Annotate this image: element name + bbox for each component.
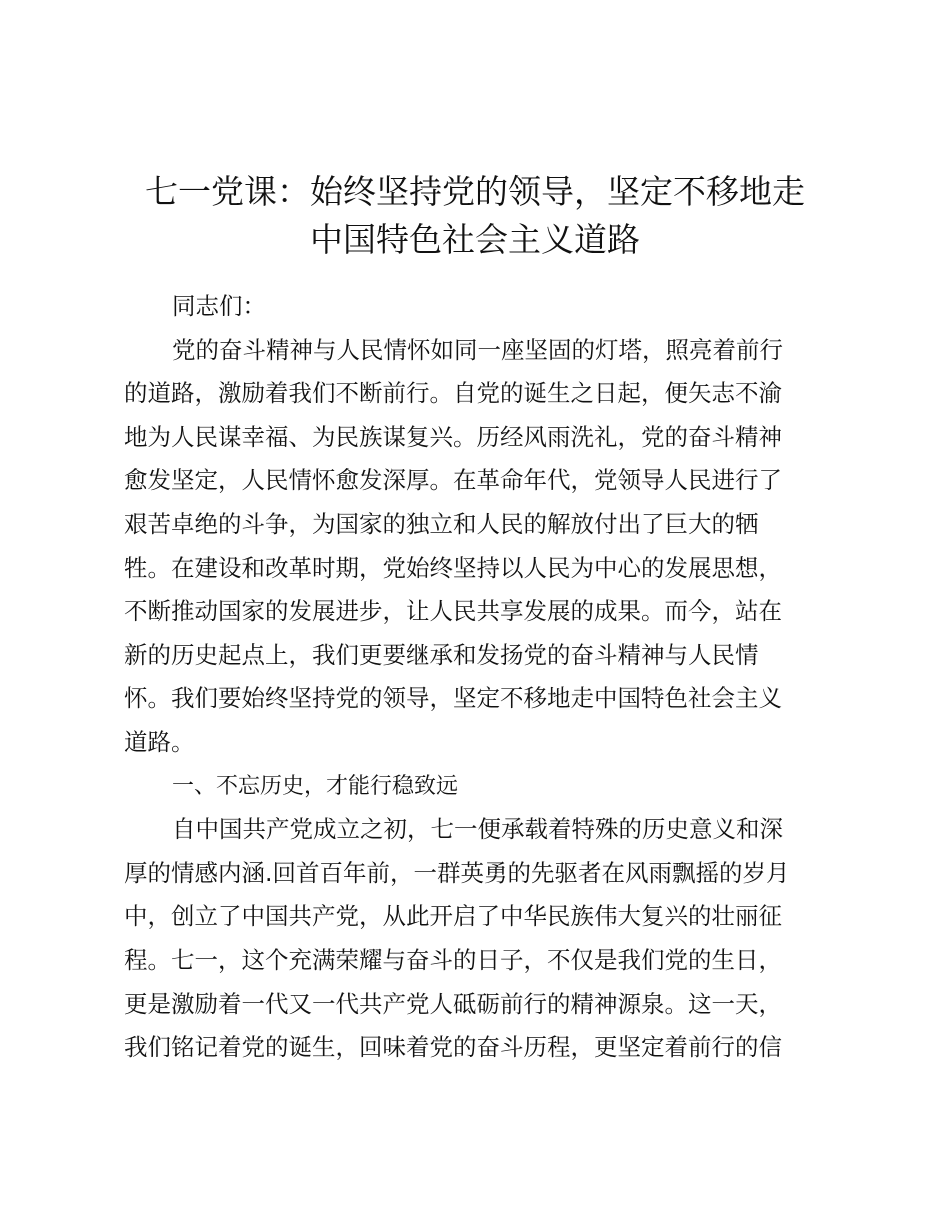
paragraph-line: 艰苦卓绝的斗争，为国家的独立和人民的解放付出了巨大的牺 bbox=[124, 509, 759, 538]
title-line: 七一党课：始终坚持党的领导，坚定不移地走 bbox=[145, 172, 805, 211]
paragraph-line: 更是激励着一代又一代共产党人砥砺前行的精神源泉。这一天， bbox=[124, 989, 782, 1018]
paragraph-line: 党的奋斗精神与人民情怀如同一座坚固的灯塔，照亮着前行 bbox=[172, 335, 783, 364]
paragraph-line: 怀。我们要始终坚持党的领导，坚定不移地走中国特色社会主义 bbox=[124, 684, 782, 713]
title-line: 中国特色社会主义道路 bbox=[310, 220, 640, 259]
paragraph-line: 新的历史起点上，我们更要继承和发扬党的奋斗精神与人民情 bbox=[124, 640, 759, 669]
paragraph-line: 程。七一，这个充满荣耀与奋斗的日子，不仅是我们党的生日， bbox=[124, 945, 782, 974]
paragraph-line: 道路。 bbox=[124, 727, 195, 756]
paragraph-line: 不断推动国家的发展进步，让人民共享发展的成果。而今，站在 bbox=[124, 597, 782, 626]
document-body bbox=[124, 285, 824, 1070]
paragraph-line: 我们铭记着党的诞生，回味着党的奋斗历程，更坚定着前行的信 bbox=[124, 1033, 782, 1062]
paragraph bbox=[124, 329, 824, 765]
paragraph-line: 愈发坚定，人民情怀愈发深厚。在革命年代，党领导人民进行了 bbox=[124, 466, 782, 495]
section-heading: 一、不忘历史，才能行稳致远 bbox=[172, 773, 459, 799]
paragraph-line: 中，创立了中国共产党，从此开启了中华民族伟大复兴的壮丽征 bbox=[124, 902, 782, 931]
paragraph-line: 的道路，激励着我们不断前行。自党的诞生之日起，便矢志不渝 bbox=[124, 379, 782, 408]
paragraph-line: 地为人民谋幸福、为民族谋复兴。历经风雨洗礼，党的奋斗精神 bbox=[124, 422, 782, 451]
paragraph-line: 厚的情感内涵.回首百年前，一群英勇的先驱者在风雨飘摇的岁月 bbox=[124, 858, 790, 887]
paragraph-line: 自中国共产党成立之初，七一便承载着特殊的历史意义和深 bbox=[172, 815, 783, 844]
paragraph-line: 牲。在建设和改革时期，党始终坚持以人民为中心的发展思想， bbox=[124, 553, 782, 582]
document-title bbox=[110, 168, 840, 264]
greeting: 同志们： bbox=[172, 292, 266, 320]
paragraph bbox=[124, 808, 824, 1070]
